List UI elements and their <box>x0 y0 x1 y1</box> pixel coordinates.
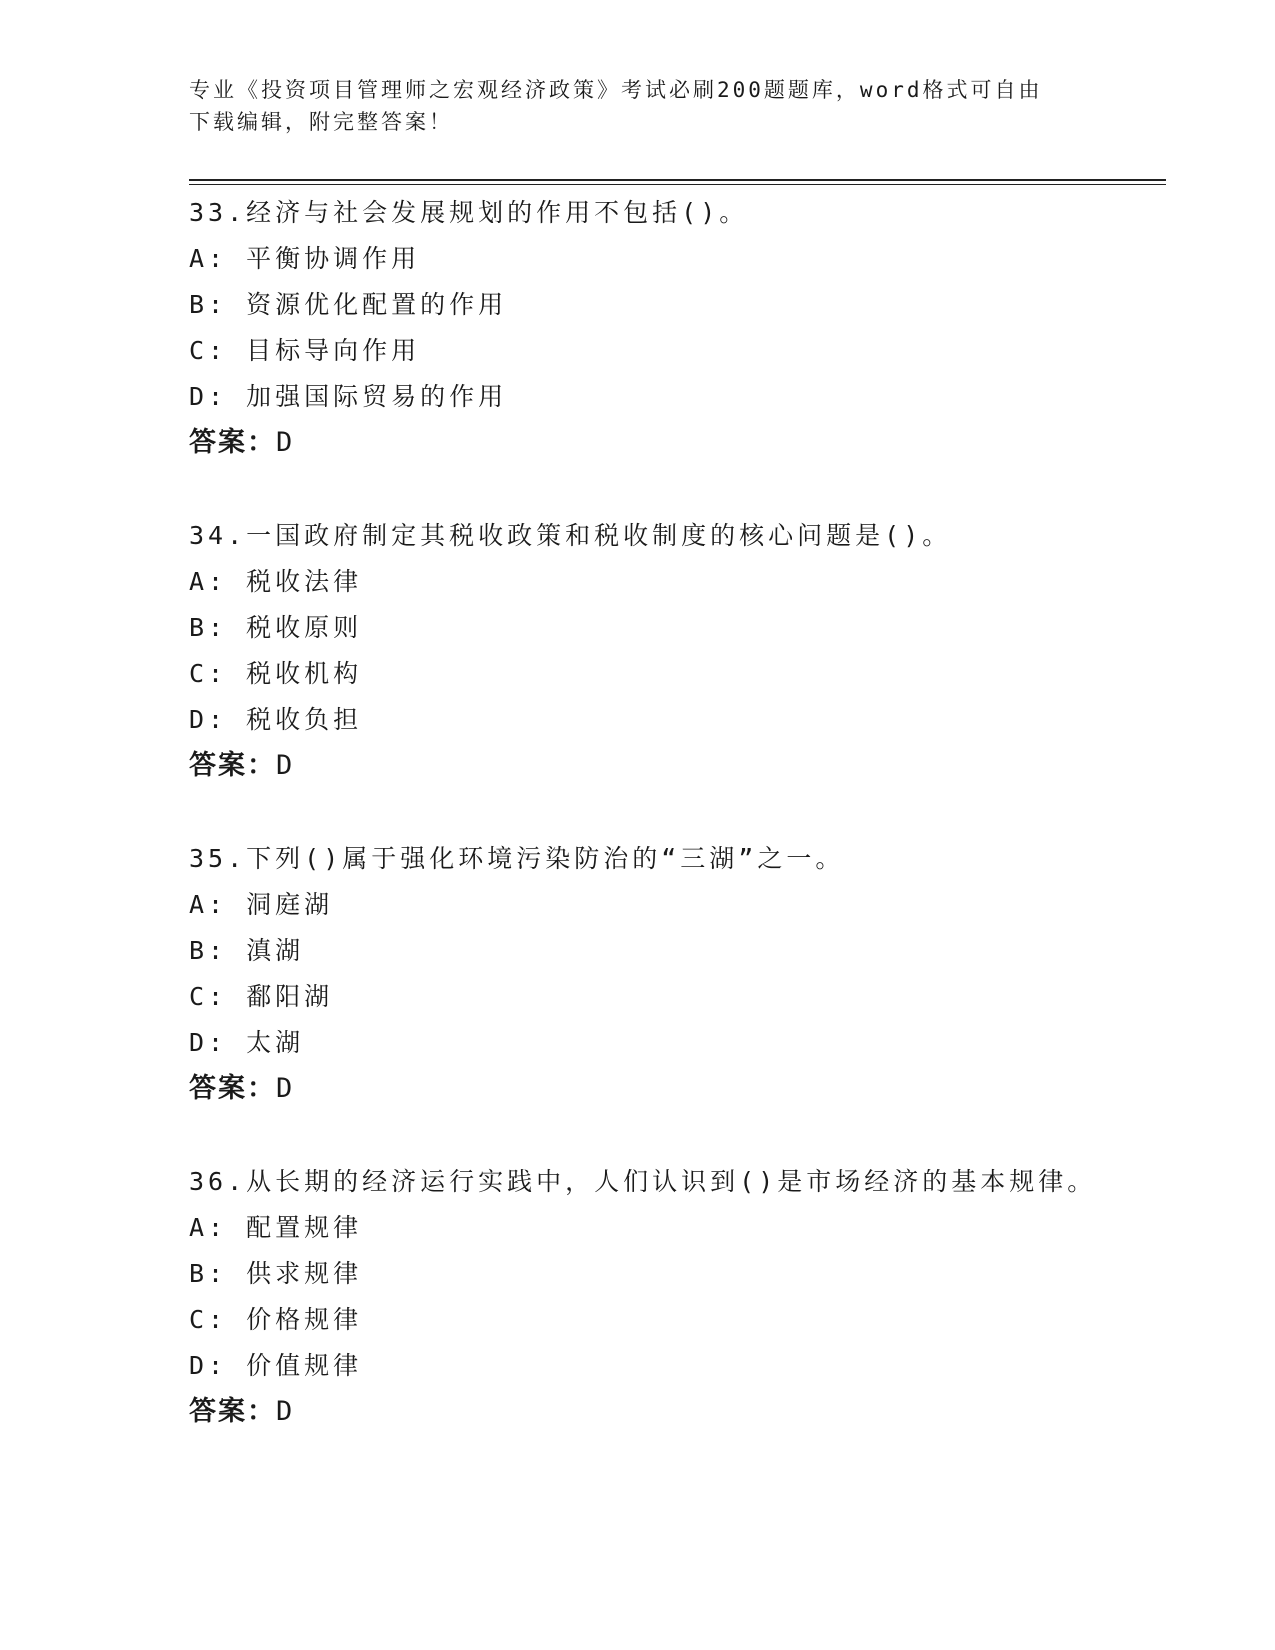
option-a: A: 税收法律 <box>189 567 363 596</box>
option-d: D: 太湖 <box>189 1028 305 1057</box>
answer-line <box>189 1066 1166 1112</box>
answer-value: D <box>276 427 295 458</box>
answer-label: 答案： <box>189 427 276 458</box>
option-c: C: 目标导向作用 <box>189 336 421 365</box>
option-c: C: 价格规律 <box>189 1305 363 1334</box>
option-b: B: 滇湖 <box>189 936 305 965</box>
answer-label: 答案： <box>189 1396 276 1427</box>
question-title: 33.经济与社会发展规划的作用不包括()。 <box>189 198 749 227</box>
question-36 <box>189 1159 1166 1435</box>
answer-value: D <box>276 1073 295 1104</box>
answer-value: D <box>276 750 295 781</box>
header-line-1: 专业《投资项目管理师之宏观经济政策》考试必刷200题题库，word格式可自由 <box>189 78 1043 102</box>
document-header <box>189 74 1089 138</box>
question-title: 36.从长期的经济运行实践中，人们认识到()是市场经济的基本规律。 <box>189 1167 1097 1196</box>
option-c: C: 鄱阳湖 <box>189 982 334 1011</box>
answer-line <box>189 1389 1166 1435</box>
question-title: 35.下列()属于强化环境污染防治的“三湖”之一。 <box>189 844 845 873</box>
option-d: D: 税收负担 <box>189 705 363 734</box>
question-title: 34.一国政府制定其税收政策和税收制度的核心问题是()。 <box>189 521 952 550</box>
answer-line <box>189 420 1166 466</box>
option-c: C: 税收机构 <box>189 659 363 688</box>
header-divider <box>189 179 1166 185</box>
question-35 <box>189 836 1166 1112</box>
answer-label: 答案： <box>189 1073 276 1104</box>
option-b: B: 税收原则 <box>189 613 363 642</box>
question-33 <box>189 190 1166 466</box>
option-b: B: 供求规律 <box>189 1259 363 1288</box>
option-b: B: 资源优化配置的作用 <box>189 290 508 319</box>
header-line-2: 下载编辑，附完整答案！ <box>189 110 453 134</box>
option-d: D: 价值规律 <box>189 1351 363 1380</box>
option-a: A: 配置规律 <box>189 1213 363 1242</box>
option-a: A: 平衡协调作用 <box>189 244 421 273</box>
answer-label: 答案： <box>189 750 276 781</box>
question-34 <box>189 513 1166 789</box>
option-a: A: 洞庭湖 <box>189 890 334 919</box>
question-list <box>189 190 1166 1482</box>
answer-value: D <box>276 1396 295 1427</box>
option-d: D: 加强国际贸易的作用 <box>189 382 508 411</box>
answer-line <box>189 743 1166 789</box>
